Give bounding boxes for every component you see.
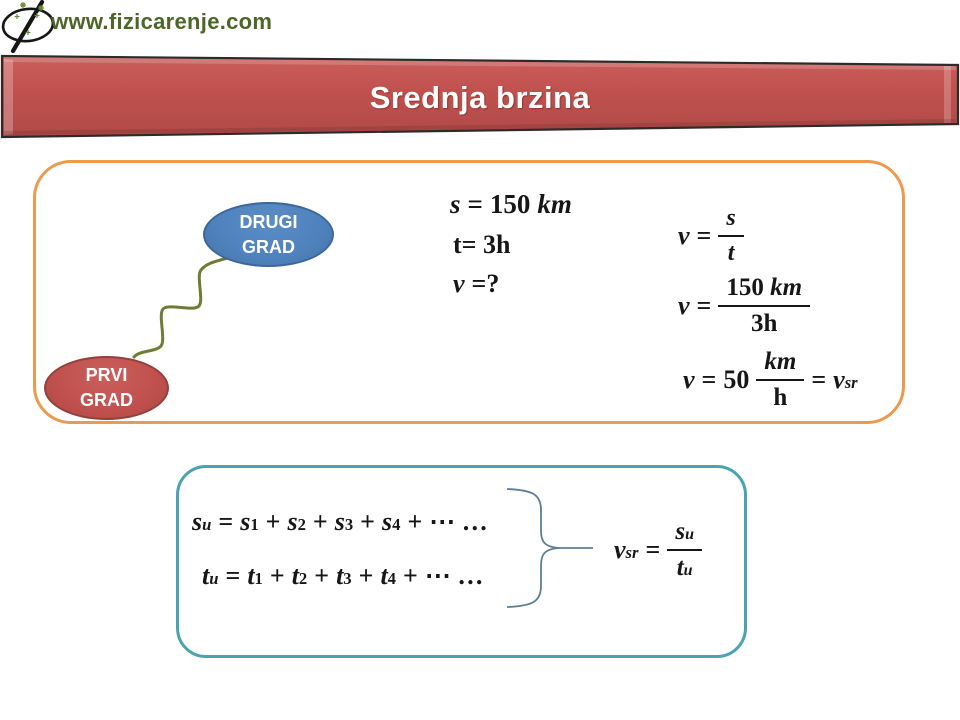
plus-sign: +: [265, 507, 281, 536]
denominator: h: [773, 384, 788, 411]
plus-sign: +: [314, 561, 330, 590]
var-v: v: [678, 221, 690, 250]
equals-sign: =: [645, 535, 661, 564]
fraction-150km-over-3h: [718, 274, 810, 338]
var-v-sr: $v_{sr}$: [614, 535, 639, 564]
city-label: DRUGI: [239, 211, 298, 232]
numerator: s: [718, 205, 743, 237]
formula-result: [683, 348, 858, 412]
equals-sign: =: [696, 291, 712, 320]
denominator: 3h: [751, 310, 778, 337]
plus-sign: +: [358, 561, 374, 590]
var-v-sr: $v_{sr}$: [833, 365, 858, 394]
ellipsis-dots: ⋯ …: [424, 561, 484, 590]
unit-km: km: [770, 274, 803, 301]
var-s: s: [450, 189, 461, 219]
average-speed-formula: [614, 508, 702, 592]
equals-sign: =: [701, 365, 717, 394]
value-150: 150: [726, 274, 764, 301]
var-v: v: [678, 291, 690, 320]
city-label: GRAD: [242, 236, 295, 257]
value-150: 150: [489, 189, 531, 219]
city-bubble-drugi-grad: [203, 202, 334, 267]
fraction-su-over-tu: [667, 518, 702, 582]
equals-sign: =: [696, 221, 712, 250]
denominator: t: [727, 240, 735, 266]
fraction-km-over-h: [756, 348, 804, 412]
plus-sign: +: [402, 561, 418, 590]
sum-distance: $s_u$ = $s_1$ + $s_2$ + $s_3$ + $s_4$ + ⋯ …: [192, 507, 488, 536]
numerator: $s_u$: [667, 518, 702, 551]
plus-sign: +: [312, 507, 328, 536]
formula-substitution: [678, 272, 810, 340]
fraction-s-over-t: [718, 205, 743, 267]
city-label: PRVI: [85, 365, 128, 385]
city-label: GRAD: [80, 390, 133, 410]
equals-sign: =: [811, 365, 827, 394]
var-v: v: [683, 365, 695, 394]
value-50: 50: [723, 365, 750, 394]
numerator: [718, 274, 810, 307]
equals-question: =?: [471, 269, 500, 298]
city-bubble-prvi-grad: [44, 356, 169, 420]
equals-sign: =: [467, 189, 483, 219]
given-time: t= 3h: [453, 230, 511, 259]
given-distance: [450, 189, 572, 220]
plus-sign: +: [407, 507, 423, 536]
page-title: Srednja brzina: [369, 80, 591, 115]
site-url: www.fizicarenje.com: [51, 9, 273, 34]
numerator: km: [756, 348, 804, 381]
plus-sign: +: [360, 507, 375, 536]
title-banner: [0, 0, 960, 150]
var-v: v: [453, 269, 465, 298]
equals-sign: =: [225, 561, 241, 590]
equals-sign: =: [218, 507, 234, 536]
denominator: $t_u$: [676, 554, 693, 581]
unit-km: km: [537, 189, 572, 219]
ellipsis-dots: ⋯ …: [429, 507, 488, 536]
formula-definition: [678, 200, 744, 272]
sum-time: $t_u$ = $t_1$ + $t_2$ + $t_3$ + $t_4$ + ⋯ …: [202, 561, 484, 590]
plus-sign: +: [269, 561, 285, 590]
given-speed-unknown: [453, 269, 499, 299]
